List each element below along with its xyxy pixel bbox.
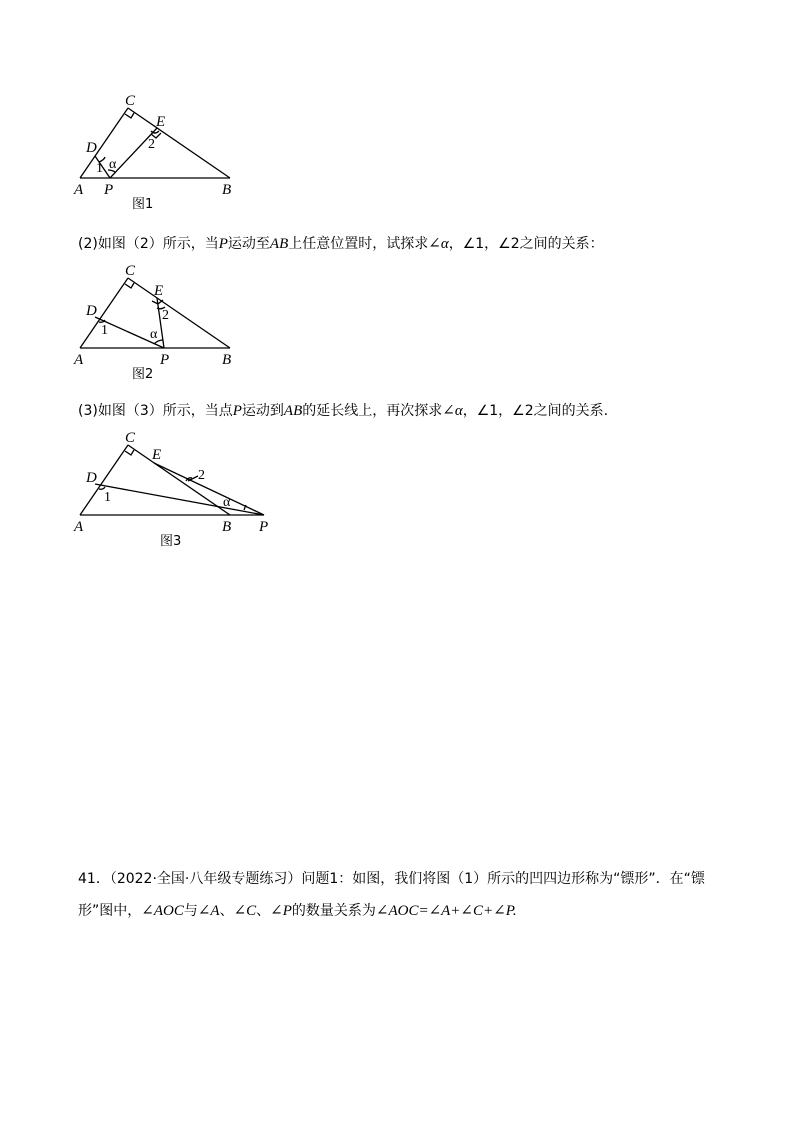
figure-1 bbox=[68, 90, 268, 215]
caption-figure-1: 图1 bbox=[132, 197, 154, 212]
label-c: C bbox=[125, 93, 136, 109]
right-angle-mark-c bbox=[125, 113, 134, 118]
label-1: 1 bbox=[104, 490, 111, 505]
label-p: P bbox=[104, 182, 114, 198]
label-1: 1 bbox=[101, 323, 108, 338]
label-b: B bbox=[222, 352, 232, 368]
segment-pe bbox=[110, 128, 157, 178]
segment-cb bbox=[128, 278, 230, 348]
label-2: 2 bbox=[162, 308, 169, 323]
right-angle-mark-c bbox=[125, 450, 134, 455]
caption-figure-3: 图3 bbox=[160, 534, 182, 549]
label-e: E bbox=[152, 447, 162, 463]
label-2: 2 bbox=[198, 468, 205, 483]
label-alpha: α bbox=[150, 327, 158, 342]
question-2-text: (2)如图（2）所示，当P运动至AB上任意位置时，试探求∠α，∠1，∠2之间的关系： bbox=[78, 236, 604, 252]
label-d: D bbox=[86, 470, 97, 486]
label-c: C bbox=[125, 430, 136, 446]
segment-ep bbox=[154, 463, 264, 515]
segment-dp bbox=[95, 484, 264, 515]
problem-41-line-1: 41．（2022·全国·八年级专题练习）问题1：如图，我们将图（1）所示的凹四边形称为“镖形”．在“镖 bbox=[78, 871, 705, 887]
right-angle-mark-c bbox=[125, 283, 134, 288]
segment-cb bbox=[128, 445, 230, 515]
label-b: B bbox=[222, 519, 232, 535]
figure-2 bbox=[68, 260, 268, 385]
label-d: D bbox=[86, 140, 97, 156]
label-p: P bbox=[160, 352, 170, 368]
angle-arc-2 bbox=[151, 131, 159, 133]
caption-figure-2: 图2 bbox=[132, 367, 154, 382]
label-c: C bbox=[125, 263, 136, 279]
label-a: A bbox=[74, 519, 84, 535]
label-2: 2 bbox=[148, 137, 155, 152]
label-alpha: α bbox=[223, 495, 231, 510]
label-e: E bbox=[154, 283, 164, 299]
label-1: 1 bbox=[96, 161, 103, 176]
label-a: A bbox=[74, 182, 84, 198]
question-3-text: (3)如图（3）所示，当点P运动到AB的延长线上，再次探求∠α，∠1，∠2之间的关系. bbox=[78, 403, 609, 419]
figure-3 bbox=[68, 427, 288, 552]
label-p: P bbox=[259, 519, 269, 535]
label-a: A bbox=[74, 352, 84, 368]
label-b: B bbox=[222, 182, 232, 198]
label-e: E bbox=[156, 114, 166, 130]
label-alpha: α bbox=[109, 157, 117, 172]
problem-41-line-2: 形”图中，∠AOC与∠A、∠C、∠P的数量关系为∠AOC=∠A+∠C+∠P. bbox=[78, 903, 517, 919]
angle-arc-1 bbox=[99, 487, 105, 489]
label-d: D bbox=[86, 303, 97, 319]
